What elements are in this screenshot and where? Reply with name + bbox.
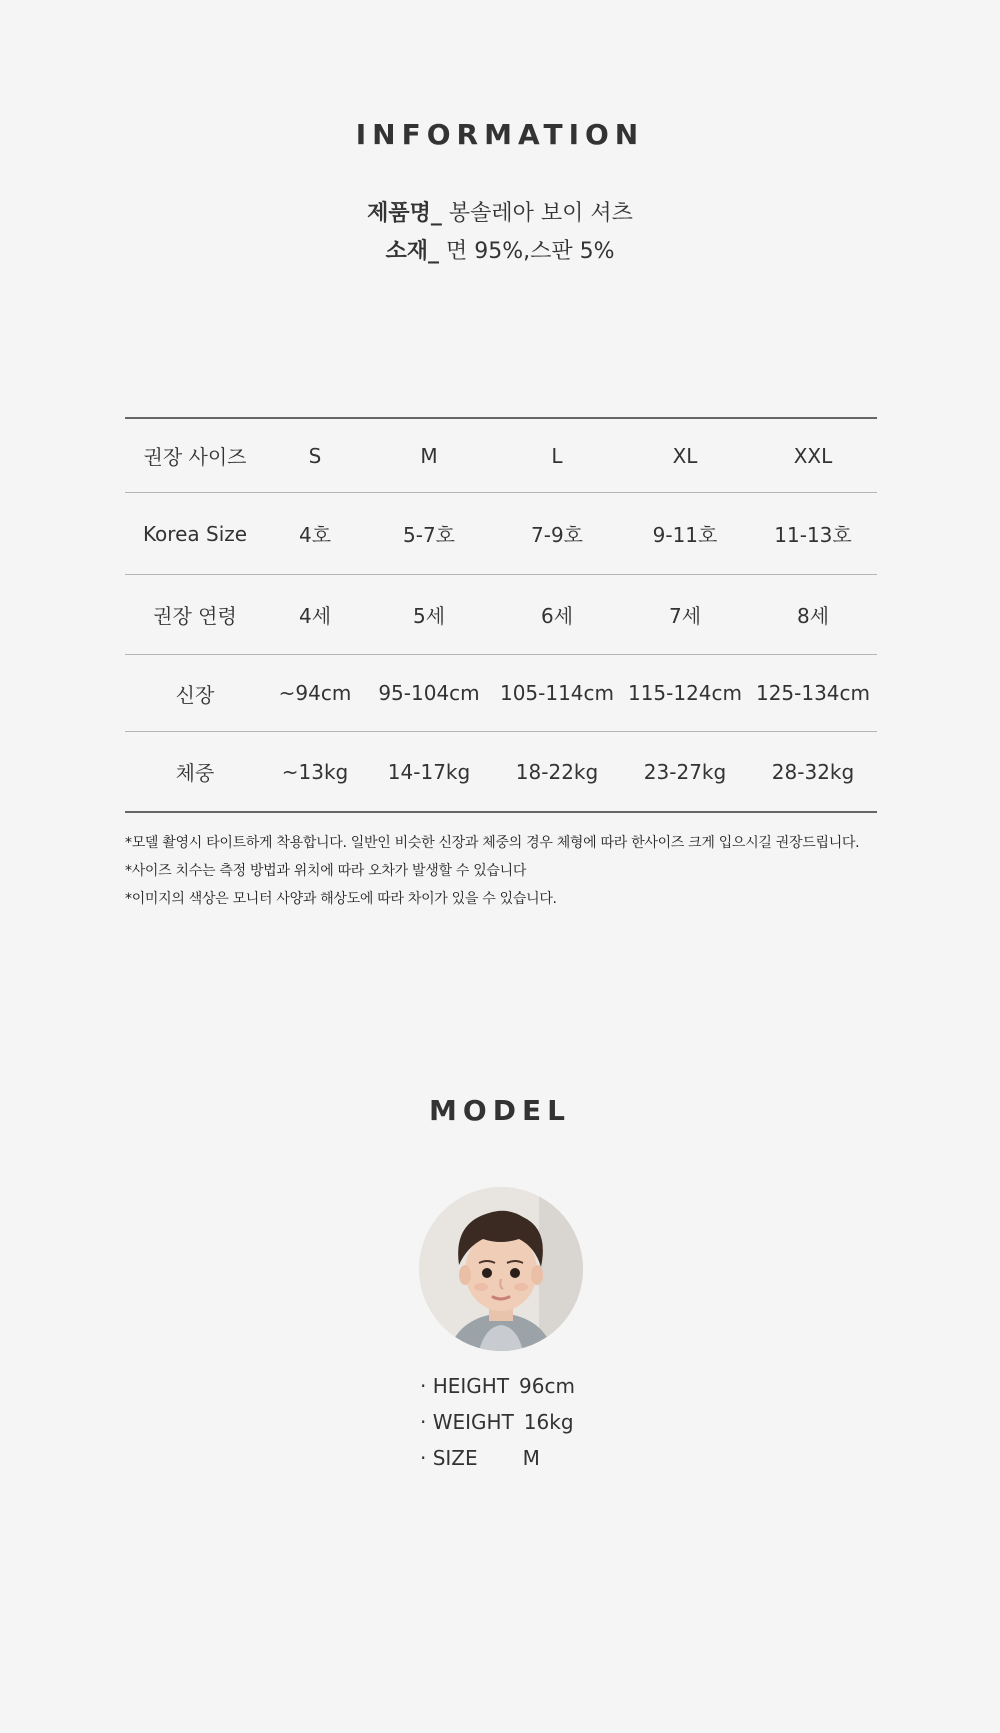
product-name-value: 봉솔레아 보이 셔츠 — [448, 201, 633, 226]
table-cell: 105-114cm — [499, 681, 615, 705]
model-photo-illustration — [419, 1187, 583, 1351]
table-cell: ~94cm — [278, 681, 352, 705]
table-cell: 23-27kg — [643, 759, 727, 784]
table-cell: 4호 — [298, 523, 332, 547]
model-size — [420, 1440, 575, 1476]
model-weight — [420, 1404, 575, 1440]
table-row — [125, 575, 877, 655]
table-row — [125, 493, 877, 575]
table-row — [125, 655, 877, 732]
size-value: M — [522, 1446, 540, 1470]
table-cell: 8세 — [796, 604, 830, 628]
model-height — [420, 1368, 575, 1404]
table-cell: 28-32kg — [771, 759, 855, 784]
table-cell: 4세 — [298, 604, 332, 628]
table-cell: 9-11호 — [652, 523, 718, 547]
table-cell: XL — [672, 443, 698, 468]
table-cell: 5세 — [412, 604, 446, 628]
table-row — [125, 732, 877, 811]
weight-value: 16kg — [523, 1410, 574, 1434]
row-label: 권장 연령 — [153, 604, 237, 628]
table-cell: M — [420, 443, 438, 468]
row-label: 신장 — [175, 682, 215, 707]
model-avatar — [419, 1187, 583, 1351]
material-label: 소재_ — [385, 239, 439, 264]
material-line — [0, 234, 1000, 265]
model-title: MODEL — [429, 1094, 571, 1127]
table-cell: 6세 — [540, 604, 574, 628]
table-cell: ~13kg — [281, 759, 349, 784]
table-cell: 115-124cm — [627, 681, 743, 705]
note-line: *모델 촬영시 타이트하게 착용합니다. 일반인 비슷한 신장과 체중의 경우 체형에 따라 한사이즈 크게 입으시길 권장드립니다. — [125, 835, 860, 851]
table-cell: 11-13호 — [774, 523, 852, 547]
table-row — [125, 419, 877, 493]
note-line: *사이즈 치수는 측정 방법과 위치에 따라 오차가 발생할 수 있습니다 — [125, 863, 527, 879]
information-title: INFORMATION — [355, 118, 645, 151]
product-name-label: 제품명_ — [367, 201, 442, 226]
model-specs — [420, 1368, 575, 1476]
table-cell: 7-9호 — [531, 523, 583, 547]
product-name-line — [0, 196, 1000, 227]
height-value: 96cm — [519, 1374, 575, 1398]
row-label: Korea Size — [142, 521, 248, 546]
table-cell: L — [551, 443, 563, 468]
table-cell: 7세 — [668, 604, 702, 628]
table-cell: XXL — [793, 443, 833, 468]
table-cell: S — [308, 443, 322, 468]
table-cell: 95-104cm — [378, 681, 480, 705]
row-label: 권장 사이즈 — [143, 445, 247, 469]
table-cell: 5-7호 — [403, 523, 455, 547]
row-label: 체중 — [175, 761, 215, 785]
material-value: 면 95%,스판 5% — [445, 239, 615, 264]
note-line: *이미지의 색상은 모니터 사양과 해상도에 따라 차이가 있을 수 있습니다. — [125, 891, 557, 907]
table-cell: 18-22kg — [515, 759, 599, 784]
size-notes — [125, 829, 859, 913]
table-cell: 14-17kg — [387, 759, 471, 784]
size-label: · SIZE — [420, 1446, 478, 1470]
weight-label: · WEIGHT — [420, 1410, 514, 1434]
height-label: · HEIGHT — [420, 1374, 510, 1398]
size-table — [125, 417, 877, 813]
table-cell: 125-134cm — [755, 681, 871, 705]
